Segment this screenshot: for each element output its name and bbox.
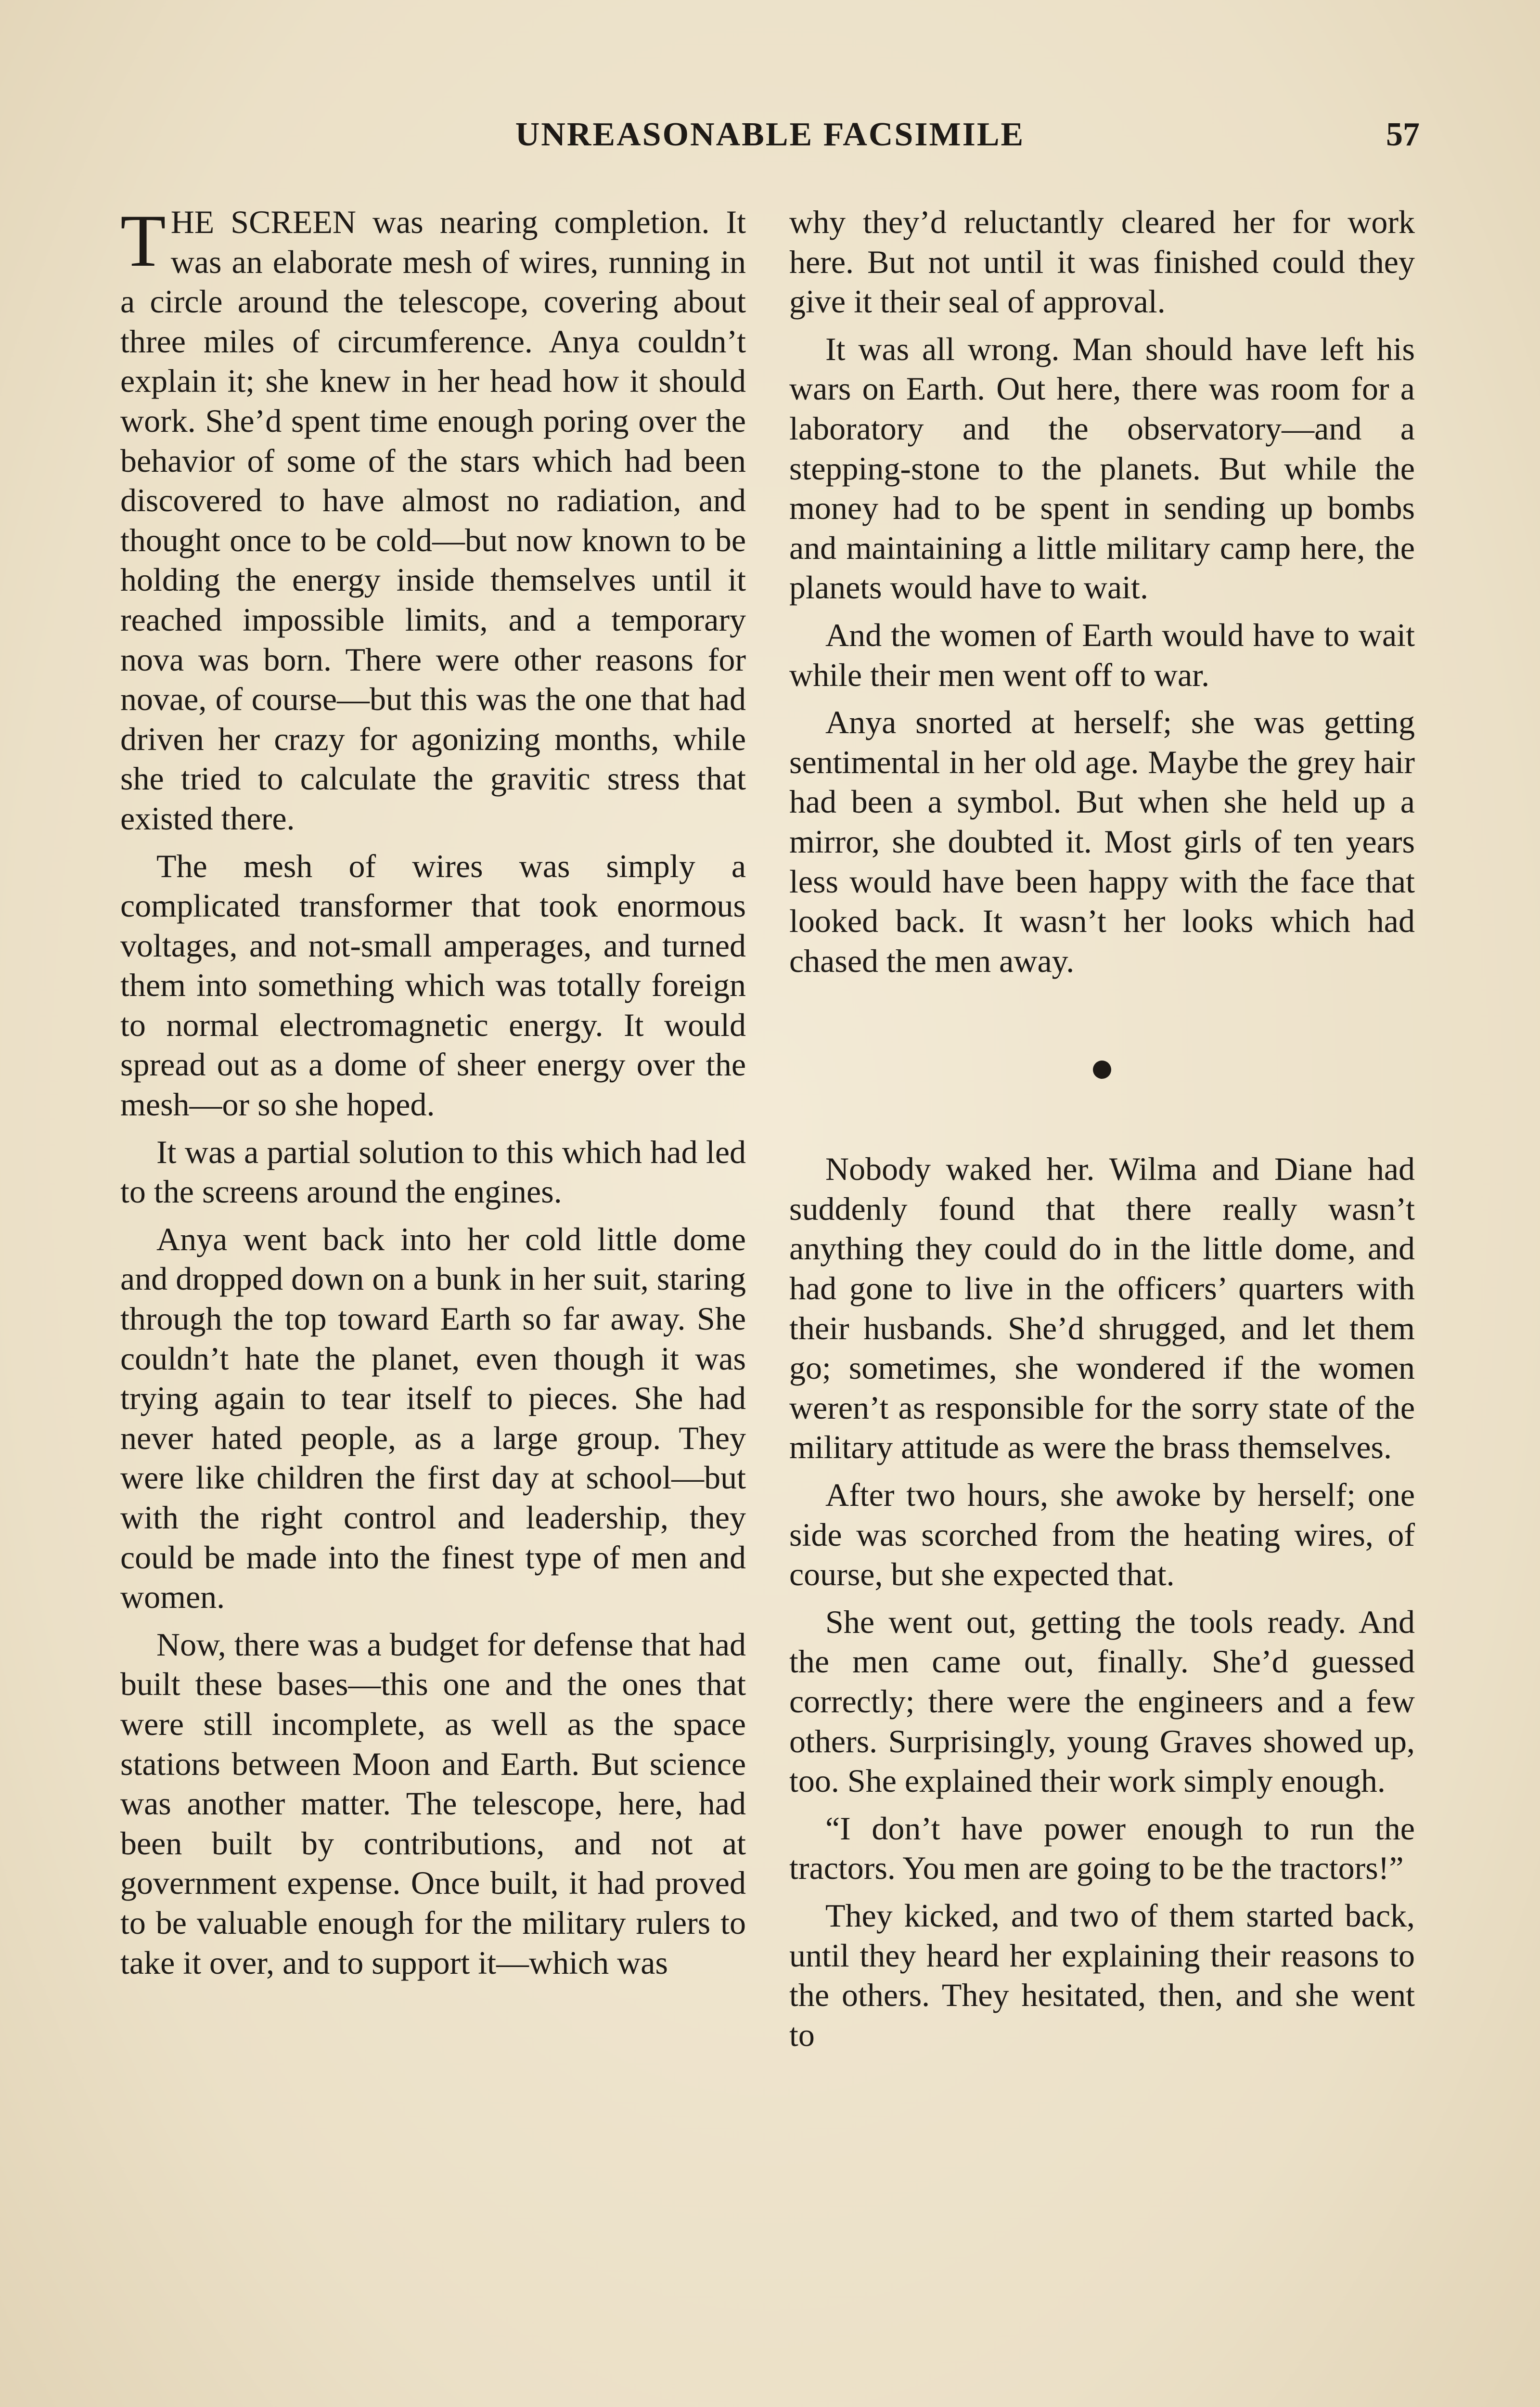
paragraph-text: HE SCREEN was nearing completion. It was an elaborate mesh of wires, running in a circle around the telescope, covering about three miles of circumference. Anya couldn’t explain it; she knew in her head how it should work. She’d spent time enough poring over the behavior of some of the stars which had been discovered to have almost no radiation, and thought once to be cold—but now known to be holding the energy inside themselves until it reached impossible limits, and a temporary nova was born. There were other reasons for novae, of course—but this was the one that had driven her crazy for agonizing months, while she tried to calculate the gravitic stress that existed there. xyxy=(120,204,746,837)
paragraph: Anya went back into her cold little dome and dropped down on a bunk in her suit, staring through the top toward Earth so far away. She couldn’t hate the planet, even though it was trying again to tear itself to pieces. She had never hated people, as a large group. They were like children the first day at school—but with the right control and leadership, they could be made into the finest type of men and women. xyxy=(120,1220,746,1616)
paragraph xyxy=(120,199,746,839)
paragraph: They kicked, and two of them started back, until they heard her explaining their reasons to the others. They hesitated, then, and she went to xyxy=(789,1897,1415,2053)
paragraph: why they’d reluctantly cleared her for work here. But not until it was finished could they give it their seal of approval. xyxy=(789,204,1415,320)
paragraph: After two hours, she awoke by herself; one side was scorched from the heating wires, of course, but she expected that. xyxy=(789,1476,1415,1593)
running-title: UNREASONABLE FACSIMILE xyxy=(515,116,1025,153)
paragraph: Nobody waked her. Wilma and Diane had suddenly found that there really wasn’t anything they could do in the little dome, and had gone to live in the officers’ quarters with their husbands. She’d shrugged, and let them go; sometimes, she wondered if the women weren’t as responsible for the sorry state of the military attitude as were the brass themselves. xyxy=(789,1151,1415,1466)
paragraph: It was a partial solution to this which had led to the screens around the engines. xyxy=(120,1133,746,1210)
paragraph: “I don’t have power enough to run the tractors. You men are going to be the tractors!” xyxy=(789,1810,1415,1887)
page-number: 57 xyxy=(1386,116,1420,153)
section-break xyxy=(789,990,1415,1149)
paragraph: Anya snorted at herself; she was getting sentimental in her old age. Maybe the grey hair had been a symbol. But when she held up a mirror, she doubted it. Most girls of ten years less would have been happy with the face that looked back. It wasn’t her looks which had chased the men away. xyxy=(789,704,1415,979)
paragraph: Now, there was a budget for defense that had built these bases—this one and the ones that were still incomplete, as well as the space stations between Moon and Earth. But science was another matter. The telescope, here, had been built by contributions, and not at government expense. Once built, it had proved to be valuable enough for the military rulers to take it over, and to support it—which was xyxy=(120,1626,746,1981)
paragraph: It was all wrong. Man should have left his wars on Earth. Out here, there was room for a laboratory and the observatory—and a stepping-stone to the planets. But while the money had to be spent in sending up bombs and maintaining a little military camp here, the planets would have to wait. xyxy=(789,330,1415,606)
section-break-dot-icon xyxy=(1093,1061,1111,1079)
left-column xyxy=(120,199,746,2397)
right-column xyxy=(789,202,1415,2397)
paragraph: She went out, getting the tools ready. And the men came out, finally. She’d guessed correctly; there were the engineers and a few others. Surprisingly, young Graves showed up, too. She explained their work simply enough. xyxy=(789,1603,1415,1799)
page-header xyxy=(120,116,1420,168)
paragraph: The mesh of wires was simply a complicated transformer that took enormous voltages, and not-small amperages, and turned them into something which was totally foreign to normal electromagnetic energy. It would spread out as a dome of sheer energy over the mesh—or so she hoped. xyxy=(120,847,746,1123)
drop-cap: T xyxy=(120,199,166,282)
paragraph: And the women of Earth would have to wait while their men went off to war. xyxy=(789,616,1415,693)
